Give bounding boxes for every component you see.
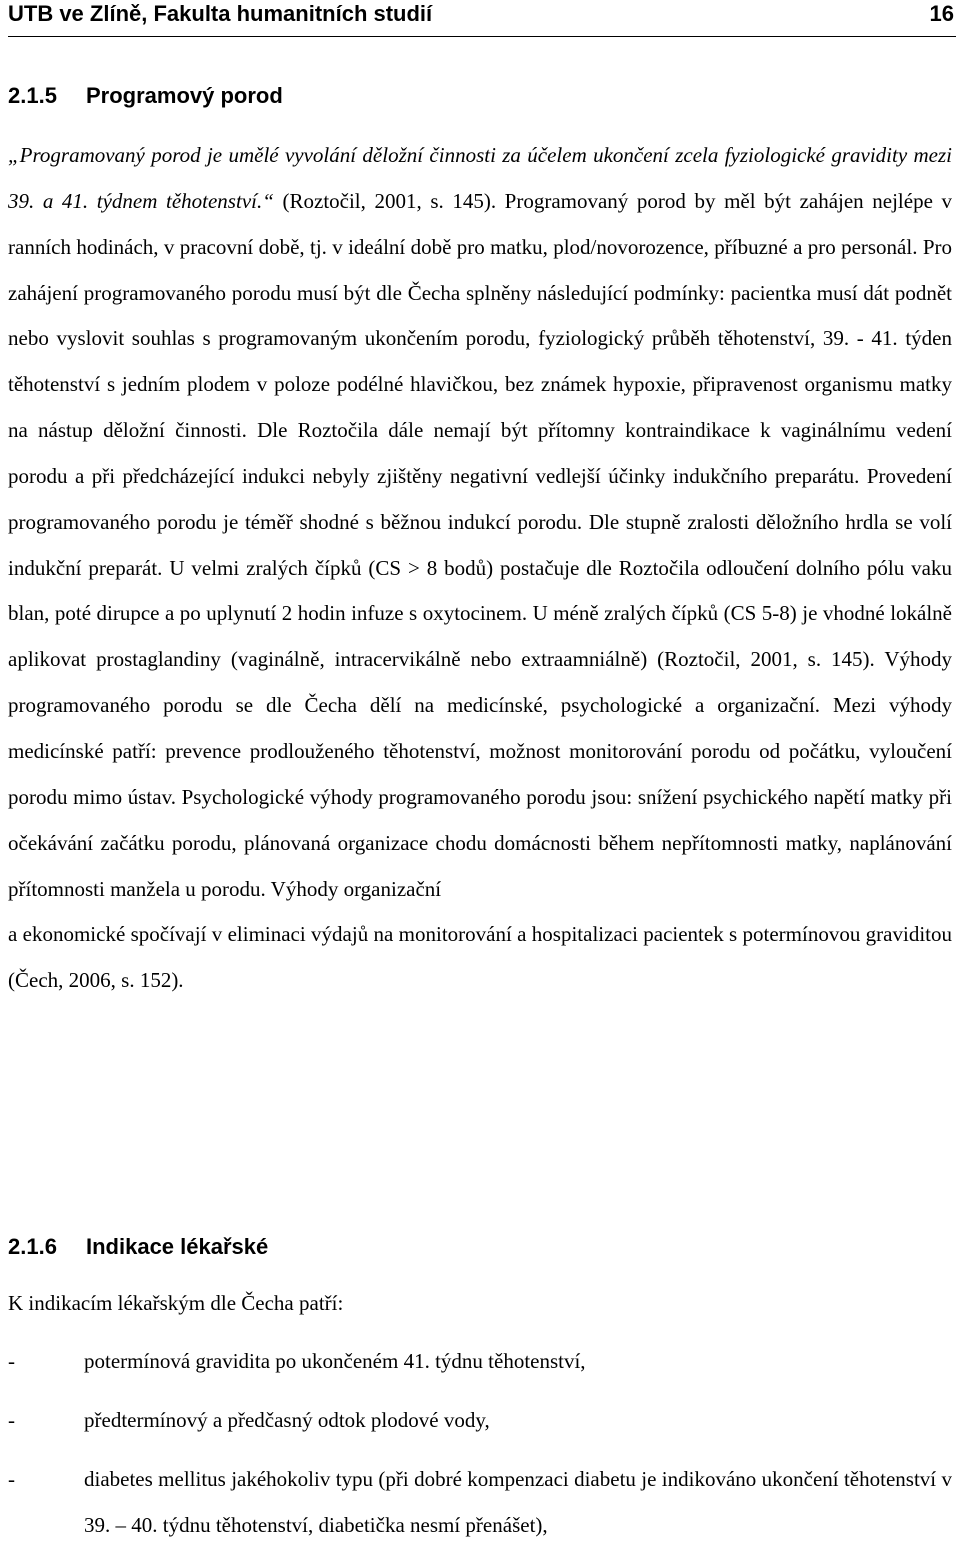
list-item-text: předtermínový a předčasný odtok plodové vody, [84, 1408, 490, 1432]
list-bullet: - [8, 1408, 15, 1432]
section-heading-2-1-5 [8, 82, 283, 110]
quotation: „Programovaný porod je umělé vyvolání děložní činnosti za účelem ukončení zcela fyziologické gravidity mezi 39. a 41. týdnem těhotenství.“ [8, 143, 952, 213]
list-item [8, 1398, 952, 1444]
page-number: 16 [929, 1, 954, 26]
list-item-text: diabetes mellitus jakéhokoliv typu (při dobré kompenzaci diabetu je indikováno ukončení těhotenství v 39. – 40. týdnu těhotenství, diabetička nesmí přenášet), [84, 1467, 952, 1537]
paragraph-text: (Roztočil, 2001, s. 145). Programovaný porod by měl být zahájen nejlépe v ranních hodinách, v pracovní době, tj. v ideální době pro matku, plod/novorozence, příbuzné a pro personál. Pro zahájení programovaného porodu musí být dle Čecha splněny následující podmínky: pacientka musí dát podnět nebo vyslovit souhlas s programovaným ukončením porodu, fyziologický průběh těhotenství, 39. - 41. týden těhotenství s jedním plodem v poloze podélné hlavičkou, bez známek hypoxie, připravenost organismu matky na nástup děložní činnosti. Dle Roztočila dále nemají být přítomny kontraindikace k vaginálnímu vedení porodu a při předcházející indukci nebyly zjištěny negativní vedlejší účinky indukčního preparátu. Provedení programovaného porodu je téměř shodné s běžnou indukcí porodu. Dle stupně zralosti děložního hrdla se volí indukční preparát. U velmi zralých čípků (CS > 8 bodů) postačuje dle Roztočila odloučení dolního pólu vaku blan, poté dirupce a po uplynutí 2 hodin infuze s oxytocinem. U méně zralých čípků (CS 5-8) je vhodné lokálně aplikovat prostaglandiny (vaginálně, intracervikálně nebo extraamniálně) (Roztočil, 2001, s. 145). Výhody programovaného porodu se dle Čecha dělí na medicínské, psychologické a organizační. Mezi výhody medicínské patří: prevence prodlouženého těhotenství, možnost monitorování porodu od počátku, vyloučení porodu mimo ústav. Psychologické výhody programovaného porodu jsou: snížení psychického napětí matky při očekávání začátku porodu, plánovaná organizace chodu domácnosti během nepřítomnosti matky, naplánování přítomnosti manžela u porodu. Výhody organizační [8, 188, 952, 901]
list-item-text: potermínová gravidita po ukončeném 41. týdnu těhotenství, [84, 1349, 586, 1373]
section-number: 2.1.5 [8, 83, 57, 108]
section-heading-2-1-6 [8, 1233, 268, 1261]
paragraph [8, 133, 952, 912]
list-intro [8, 1281, 952, 1327]
list-item [8, 1339, 952, 1385]
page-header [8, 0, 956, 37]
section-number: 2.1.6 [8, 1234, 57, 1259]
list-bullet: - [8, 1349, 15, 1373]
section-body [8, 133, 952, 1004]
list-bullet: - [8, 1467, 15, 1491]
intro-text: K indikacím lékařským dle Čecha patří: [8, 1291, 344, 1315]
section-title: Indikace lékařské [86, 1234, 269, 1259]
header-title: UTB ve Zlíně, Fakulta humanitních studií [8, 1, 433, 26]
paragraph-continuation: a ekonomické spočívají v eliminaci výdajů na monitorování a hospitalizaci pacientek s potermínovou graviditou (Čech, 2006, s. 152). [8, 922, 952, 993]
section-title: Programový porod [86, 83, 283, 108]
list-item [8, 1457, 952, 1549]
